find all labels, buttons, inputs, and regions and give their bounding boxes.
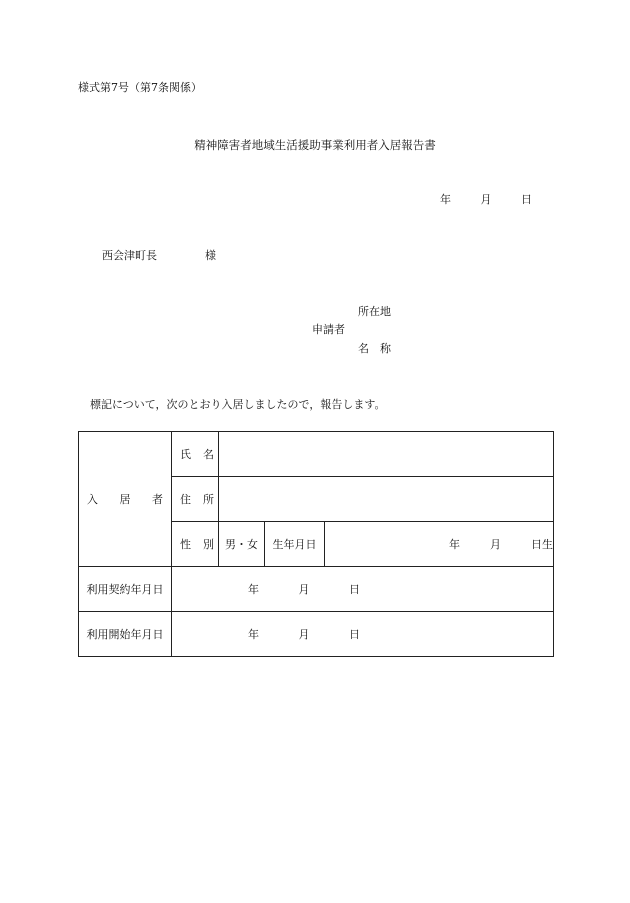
name-value-field[interactable] xyxy=(219,432,554,477)
applicant-label: 申請者 xyxy=(312,323,345,336)
contract-date-row xyxy=(79,567,554,612)
name-field-label xyxy=(172,446,218,462)
contract-day-unit: 日 xyxy=(349,583,360,596)
address-label-cell xyxy=(172,477,219,522)
resident-label-cell xyxy=(79,432,172,567)
start-month-unit: 月 xyxy=(298,628,310,641)
resident-label-char-2: 居 xyxy=(119,493,131,506)
resident-label-char-1: 入 xyxy=(87,493,98,506)
address-label-char-1: 住 xyxy=(180,493,191,506)
resident-label xyxy=(79,491,171,507)
date-year-unit: 年 xyxy=(440,193,451,206)
form-number: 様式第7号（第7条関係） xyxy=(78,81,202,94)
start-date-value-field[interactable] xyxy=(172,612,554,657)
contract-date-label: 利用契約年月日 xyxy=(79,567,172,612)
name-label-char-1: 氏 xyxy=(180,448,191,461)
intro-text: 標記について，次のとおり入居しましたので，報告します。 xyxy=(90,398,386,411)
birthdate-value-field[interactable] xyxy=(325,522,554,567)
recipient-honorific: 様 xyxy=(205,249,216,262)
start-day-unit: 日 xyxy=(349,628,360,641)
resident-name-row xyxy=(79,432,554,477)
birthdate-label: 生年月日 xyxy=(265,522,325,567)
name-label-char-2: 名 xyxy=(203,448,214,461)
address-label: 所在地 xyxy=(358,305,391,318)
name-label-cell xyxy=(172,432,219,477)
document-title: 精神障害者地域生活援助事業利用者入居報告書 xyxy=(194,138,436,152)
date-day-unit: 日 xyxy=(521,193,532,206)
name-label: 名 称 xyxy=(358,342,391,355)
date-month-unit: 月 xyxy=(480,193,492,206)
gender-field-label xyxy=(172,536,218,552)
start-date-row xyxy=(79,612,554,657)
gender-label-char-2: 別 xyxy=(203,538,214,551)
birth-year-unit: 年 xyxy=(449,538,461,551)
gender-label-char-1: 性 xyxy=(180,538,191,551)
report-table xyxy=(78,431,554,657)
contract-date-units xyxy=(172,581,553,597)
contract-date-value-field[interactable] xyxy=(172,567,554,612)
recipient-name: 西会津町長 xyxy=(102,249,157,262)
resident-label-char-3: 者 xyxy=(152,493,163,506)
address-field-label xyxy=(172,491,218,507)
report-date xyxy=(440,194,532,205)
recipient xyxy=(102,250,216,261)
start-date-label: 利用開始年月日 xyxy=(79,612,172,657)
address-value-field[interactable] xyxy=(219,477,554,522)
address-label-char-2: 所 xyxy=(203,493,214,506)
gender-options[interactable]: 男・女 xyxy=(219,522,265,567)
start-year-unit: 年 xyxy=(248,628,259,641)
start-date-units xyxy=(172,626,553,642)
contract-year-unit: 年 xyxy=(248,583,259,596)
gender-label-cell xyxy=(172,522,219,567)
birth-day-unit: 日生 xyxy=(531,538,554,551)
contract-month-unit: 月 xyxy=(298,583,310,596)
birth-month-unit: 月 xyxy=(490,538,502,551)
